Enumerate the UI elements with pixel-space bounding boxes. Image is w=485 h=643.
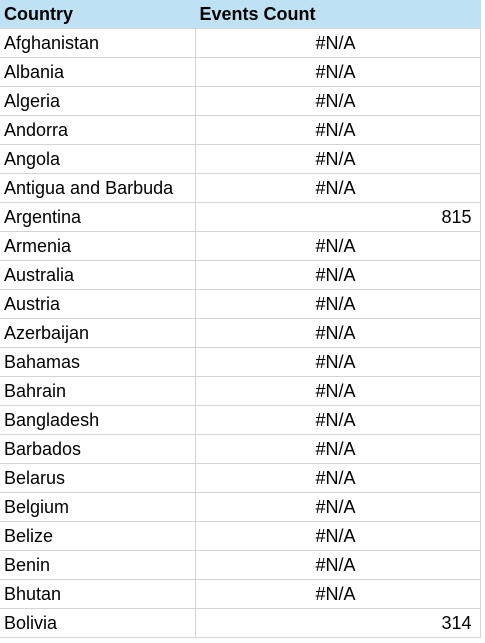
cell-country[interactable]: Bolivia (0, 609, 195, 638)
cell-events-count[interactable]: #N/A (195, 29, 480, 58)
table-row (0, 261, 480, 290)
cell-country[interactable]: Australia (0, 261, 195, 290)
table-row (0, 174, 480, 203)
cell-events-count[interactable]: #N/A (195, 319, 480, 348)
cell-events-count[interactable]: #N/A (195, 406, 480, 435)
cell-country[interactable]: Afghanistan (0, 29, 195, 58)
cell-events-count[interactable]: 314 (195, 609, 480, 638)
cell-country[interactable]: Belgium (0, 493, 195, 522)
cell-events-count[interactable]: #N/A (195, 116, 480, 145)
header-row (0, 0, 480, 29)
table-row (0, 377, 480, 406)
cell-country[interactable]: Bahamas (0, 348, 195, 377)
cell-events-count[interactable]: #N/A (195, 522, 480, 551)
table-row (0, 203, 480, 232)
table-row (0, 290, 480, 319)
cell-events-count[interactable]: #N/A (195, 232, 480, 261)
cell-events-count[interactable]: #N/A (195, 58, 480, 87)
cell-country[interactable]: Belarus (0, 464, 195, 493)
table-row (0, 116, 480, 145)
table-row (0, 87, 480, 116)
cell-events-count[interactable]: #N/A (195, 145, 480, 174)
cell-country[interactable]: Algeria (0, 87, 195, 116)
cell-events-count[interactable]: #N/A (195, 174, 480, 203)
table-row (0, 232, 480, 261)
cell-country[interactable]: Barbados (0, 435, 195, 464)
cell-events-count[interactable]: 815 (195, 203, 480, 232)
cell-country[interactable]: Azerbaijan (0, 319, 195, 348)
cell-events-count[interactable]: #N/A (195, 551, 480, 580)
cell-country[interactable]: Bangladesh (0, 406, 195, 435)
table-row (0, 58, 480, 87)
table-row (0, 464, 480, 493)
table-row (0, 319, 480, 348)
cell-country[interactable]: Armenia (0, 232, 195, 261)
cell-events-count[interactable]: #N/A (195, 493, 480, 522)
cell-country[interactable]: Belize (0, 522, 195, 551)
table-row (0, 435, 480, 464)
cell-events-count[interactable]: #N/A (195, 261, 480, 290)
table-row (0, 348, 480, 377)
table-row (0, 580, 480, 609)
cell-events-count[interactable]: #N/A (195, 580, 480, 609)
table-row (0, 406, 480, 435)
cell-events-count[interactable]: #N/A (195, 348, 480, 377)
cell-country[interactable]: Bahrain (0, 377, 195, 406)
cell-country[interactable]: Andorra (0, 116, 195, 145)
cell-country[interactable]: Antigua and Barbuda (0, 174, 195, 203)
cell-country[interactable]: Benin (0, 551, 195, 580)
table-row (0, 522, 480, 551)
table-row (0, 29, 480, 58)
cell-events-count[interactable]: #N/A (195, 464, 480, 493)
table-row (0, 145, 480, 174)
cell-country[interactable]: Angola (0, 145, 195, 174)
table-row (0, 609, 480, 638)
header-cell-events-count[interactable]: Events Count (195, 0, 480, 29)
cell-events-count[interactable]: #N/A (195, 377, 480, 406)
cell-events-count[interactable]: #N/A (195, 290, 480, 319)
header-cell-country[interactable]: Country (0, 0, 195, 29)
cell-country[interactable]: Bhutan (0, 580, 195, 609)
table-body (0, 29, 480, 638)
cell-country[interactable]: Albania (0, 58, 195, 87)
table-row (0, 551, 480, 580)
cell-events-count[interactable]: #N/A (195, 87, 480, 116)
cell-country[interactable]: Argentina (0, 203, 195, 232)
table-row (0, 493, 480, 522)
cell-country[interactable]: Austria (0, 290, 195, 319)
cell-events-count[interactable]: #N/A (195, 435, 480, 464)
